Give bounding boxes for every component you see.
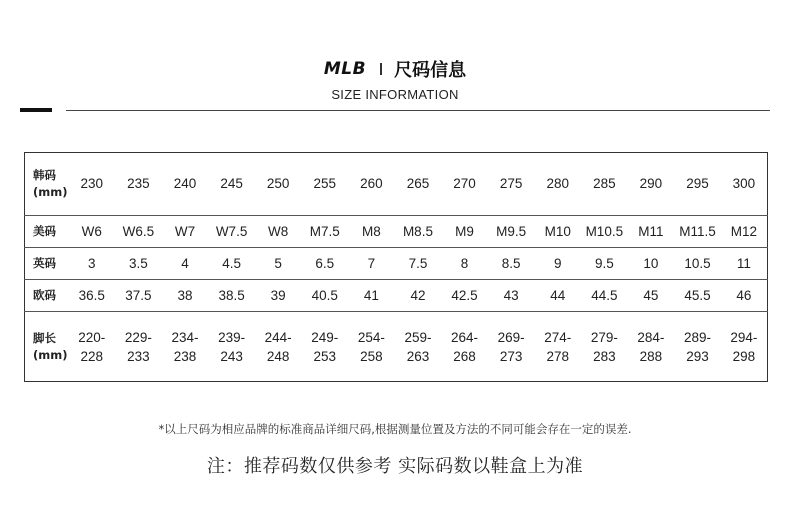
accent-divider: [20, 108, 52, 112]
size-cell: [115, 312, 162, 382]
size-cell: 42: [395, 280, 442, 312]
size-cell: 265: [406, 176, 430, 192]
size-cell: W6: [69, 215, 116, 247]
size-cell-part: 274-: [544, 329, 572, 345]
size-cell-part: 289-: [684, 329, 712, 345]
size-cell: [721, 312, 768, 382]
size-cell-part: 228: [80, 348, 104, 364]
size-cell: W8: [255, 215, 302, 247]
size-cell-part: 248: [266, 348, 290, 364]
size-cell-part: 293: [686, 348, 709, 364]
size-cell: 4: [162, 247, 209, 279]
row-label: [25, 153, 69, 216]
table-row: [25, 312, 768, 382]
row-label-text: 美码: [33, 223, 56, 238]
size-cell: 37.5: [115, 280, 162, 312]
size-cell: [581, 312, 628, 382]
size-cell: 11: [721, 247, 768, 279]
size-cell-part: 239-: [218, 329, 246, 345]
size-cell: 235: [127, 176, 150, 192]
size-cell-part: 220-: [78, 329, 106, 345]
size-cell-part: 279-: [590, 329, 618, 345]
size-cell: 250: [266, 176, 290, 192]
size-cell: 42.5: [441, 280, 488, 312]
size-cell: 270: [453, 176, 476, 192]
size-cell-part: 284-: [637, 329, 665, 345]
size-cell: M8: [348, 215, 395, 247]
size-cell: 10: [628, 247, 675, 279]
size-cell: [441, 312, 488, 382]
size-cell: M7.5: [301, 215, 348, 247]
size-cell: M10.5: [581, 215, 628, 247]
size-cell: 3.5: [115, 247, 162, 279]
size-cell-part: 244-: [264, 329, 292, 345]
size-cell: M9.5: [488, 215, 535, 247]
size-cell-part: 264-: [451, 329, 479, 345]
size-cell: 260: [360, 176, 383, 192]
size-table: [24, 152, 768, 382]
size-cell: 44.5: [581, 280, 628, 312]
size-cell: [348, 312, 395, 382]
size-cell: 9: [534, 247, 581, 279]
table-row: [25, 153, 768, 216]
size-cell-part: 283: [593, 348, 616, 364]
size-cell-part: 253: [313, 348, 337, 364]
brand-logo: MLB: [323, 59, 367, 79]
size-cell: 230: [80, 176, 104, 192]
header-divider: [66, 110, 770, 111]
size-cell: M8.5: [395, 215, 442, 247]
size-cell: 43: [488, 280, 535, 312]
row-label: [25, 215, 69, 247]
size-cell: W7.5: [208, 215, 255, 247]
size-cell: 10.5: [674, 247, 721, 279]
size-cell: 6.5: [301, 247, 348, 279]
row-label: [25, 280, 69, 312]
size-cell: M10: [534, 215, 581, 247]
size-cell: 38: [162, 280, 209, 312]
size-cell: 36.5: [69, 280, 116, 312]
size-cell: 290: [639, 176, 663, 192]
table-row: [25, 280, 768, 312]
size-cell-part: 263: [406, 348, 430, 364]
size-table-body: [25, 153, 768, 382]
size-cell-part: 233: [127, 348, 150, 364]
size-cell: 5: [255, 247, 302, 279]
size-cell-part: 268: [453, 348, 476, 364]
size-cell-part: 229-: [124, 329, 152, 345]
size-cell-part: 298: [732, 348, 756, 364]
size-cell: [208, 312, 255, 382]
size-cell: 7.5: [395, 247, 442, 279]
page-title: 尺码信息: [394, 60, 467, 81]
size-cell: M11.5: [674, 215, 721, 247]
size-cell: 46: [721, 280, 768, 312]
size-cell: M9: [441, 215, 488, 247]
size-cell-part: 294-: [730, 329, 758, 345]
size-cell: 275: [499, 176, 523, 192]
size-cell-part: 249-: [311, 329, 339, 345]
size-cell: M11: [628, 215, 675, 247]
size-cell: 45: [628, 280, 675, 312]
size-cell: [488, 312, 535, 382]
size-cell: 4.5: [208, 247, 255, 279]
row-label-text: 英码: [33, 255, 56, 270]
row-label: [25, 312, 69, 382]
row-label-text: 脚长: [33, 330, 56, 345]
size-cell: 255: [313, 176, 337, 192]
size-cell: [674, 312, 721, 382]
size-cell: 300: [732, 176, 756, 192]
size-cell-part: 259-: [404, 329, 432, 345]
size-cell: 9.5: [581, 247, 628, 279]
size-cell: 44: [534, 280, 581, 312]
size-cell: W6.5: [115, 215, 162, 247]
size-cell: 3: [69, 247, 116, 279]
disclaimer-note: *以上尺码为相应品牌的标准商品详细尺码,根据测量位置及方法的不同可能会存在一定的误差.: [158, 422, 632, 436]
size-cell: 8: [441, 247, 488, 279]
size-cell: 40.5: [301, 280, 348, 312]
size-cell: 38.5: [208, 280, 255, 312]
size-cell-part: 288: [639, 348, 663, 364]
size-cell-part: 234-: [171, 329, 199, 345]
size-cell: 8.5: [488, 247, 535, 279]
size-cell: 295: [686, 176, 709, 192]
size-cell: 7: [348, 247, 395, 279]
size-cell: [162, 312, 209, 382]
size-cell-part: 273: [499, 348, 523, 364]
row-label: [25, 247, 69, 279]
size-cell: [69, 312, 116, 382]
size-cell: M12: [721, 215, 768, 247]
row-label-unit: (mm): [33, 184, 68, 199]
size-cell: 41: [348, 280, 395, 312]
size-cell: 245: [220, 176, 243, 192]
size-cell: 45.5: [674, 280, 721, 312]
size-cell: 39: [255, 280, 302, 312]
size-cell: W7: [162, 215, 209, 247]
size-cell-part: 278: [546, 348, 569, 364]
row-label-text: 韩码: [33, 167, 56, 182]
size-cell: [628, 312, 675, 382]
size-cell: 285: [593, 176, 616, 192]
table-row: [25, 215, 768, 247]
size-cell: 240: [173, 176, 197, 192]
size-remark: 注：推荐码数仅供参考 实际码数以鞋盒上为准: [206, 456, 584, 477]
row-label-text: 欧码: [33, 288, 56, 303]
size-cell-part: 254-: [357, 329, 385, 345]
page-subtitle: SIZE INFORMATION: [331, 87, 459, 102]
size-cell: [301, 312, 348, 382]
row-label-unit: (mm): [33, 347, 68, 362]
size-cell-part: 269-: [497, 329, 525, 345]
size-cell-part: 243: [220, 348, 243, 364]
size-cell: [395, 312, 442, 382]
size-cell: [534, 312, 581, 382]
page-header: [0, 54, 790, 84]
size-cell-part: 258: [360, 348, 383, 364]
table-row: [25, 247, 768, 279]
size-cell-part: 238: [173, 348, 197, 364]
size-cell: [255, 312, 302, 382]
header-separator: [380, 63, 382, 75]
size-cell: 280: [546, 176, 569, 192]
